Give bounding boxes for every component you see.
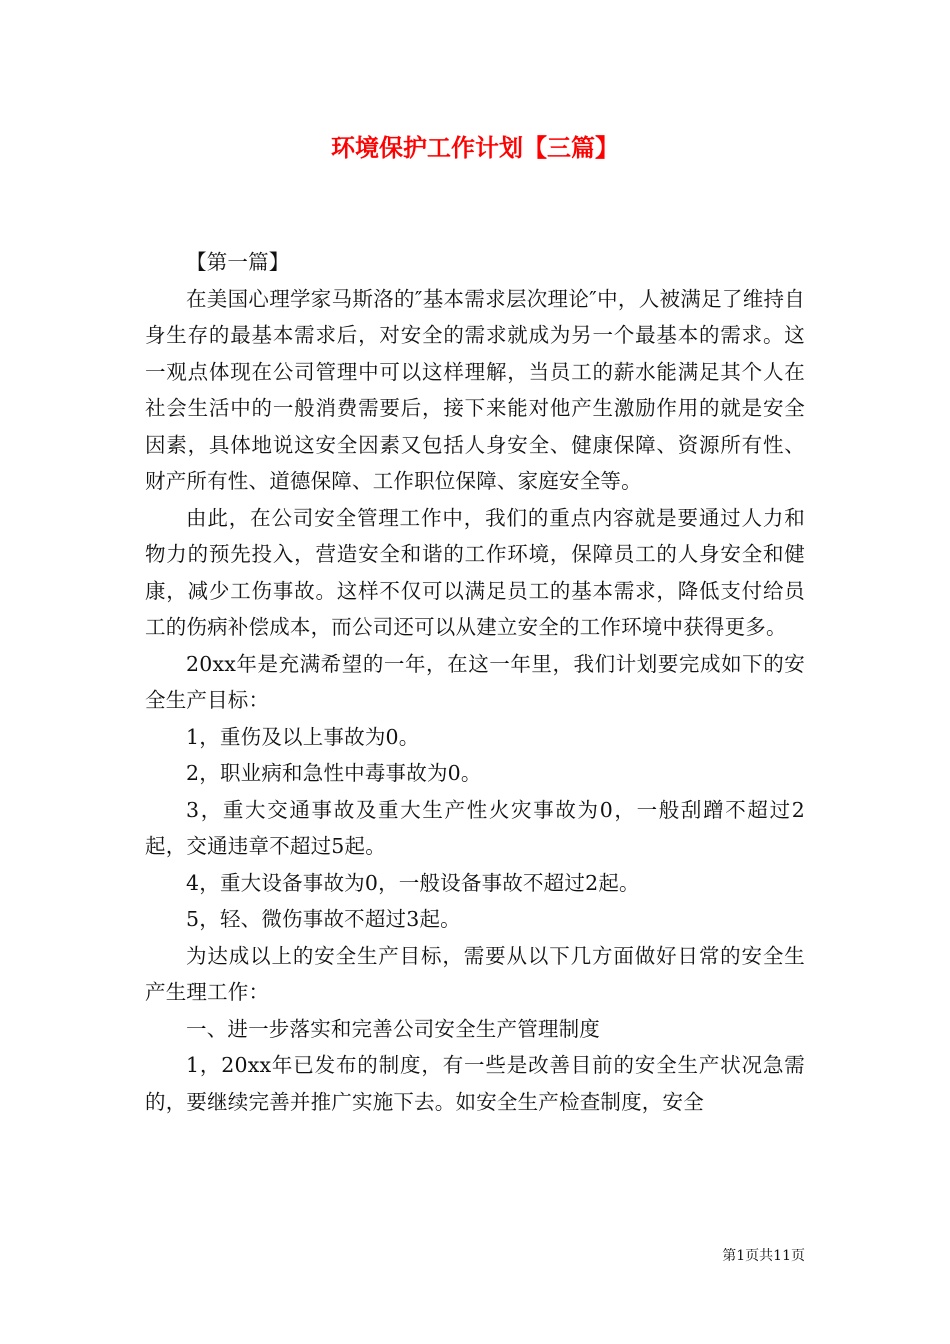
list-item: 3，重大交通事故及重大生产性火灾事故为0，一般刮蹭不超过2起，交通违章不超过5起。 <box>145 797 805 858</box>
page-number: 第1页共11页 <box>722 1248 805 1264</box>
list-item: 2，职业病和急性中毒事故为0。 <box>186 761 482 785</box>
paragraph: 由此，在公司安全管理工作中，我们的重点内容就是要通过人力和物力的预先投入，营造安全和谐的工作环境，保障员工的人身安全和健康，减少工伤事故。这样不仅可以满足员工的基本需求，降低支付给员工的伤病补偿成本，而公司还可以从建立安全的工作环境中获得更多。 <box>145 505 805 639</box>
paragraph: 20xx年是充满希望的一年，在这一年里，我们计划要完成如下的安全生产目标： <box>145 651 805 712</box>
paragraph: 1，20xx年已发布的制度，有一些是改善目前的安全生产状况急需的，要继续完善并推广实施下去。如安全生产检查制度，安全 <box>145 1053 805 1114</box>
subsection-heading: 一、进一步落实和完善公司安全生产管理制度 <box>186 1016 600 1041</box>
list-item: 4，重大设备事故为0，一般设备事故不超过2起。 <box>186 870 640 895</box>
paragraph: 在美国心理学家马斯洛的″基本需求层次理论″中，人被满足了维持自身生存的最基本需求后，对安全的需求就成为另一个最基本的需求。这一观点体现在公司管理中可以这样理解，当员工的薪水能满足其个人在社会生活中的一般消费需要后，接下来能对他产生激励作用的就是安全因素，具体地说这安全因素又包括人身安全、健康保障、资源所有性、财产所有性、道德保障、工作职位保障、家庭安全等。 <box>145 286 805 493</box>
paragraph: 为达成以上的安全生产目标，需要从以下几方面做好日常的安全生产生理工作： <box>145 943 805 1004</box>
list-item: 5，轻、微伤事故不超过3起。 <box>186 907 461 931</box>
section-heading: 【第一篇】 <box>186 250 290 274</box>
list-item: 1，重伤及以上事故为0。 <box>186 724 420 749</box>
document-body <box>145 244 805 1120</box>
document-title: 环境保护工作计划【三篇】 <box>331 134 619 162</box>
